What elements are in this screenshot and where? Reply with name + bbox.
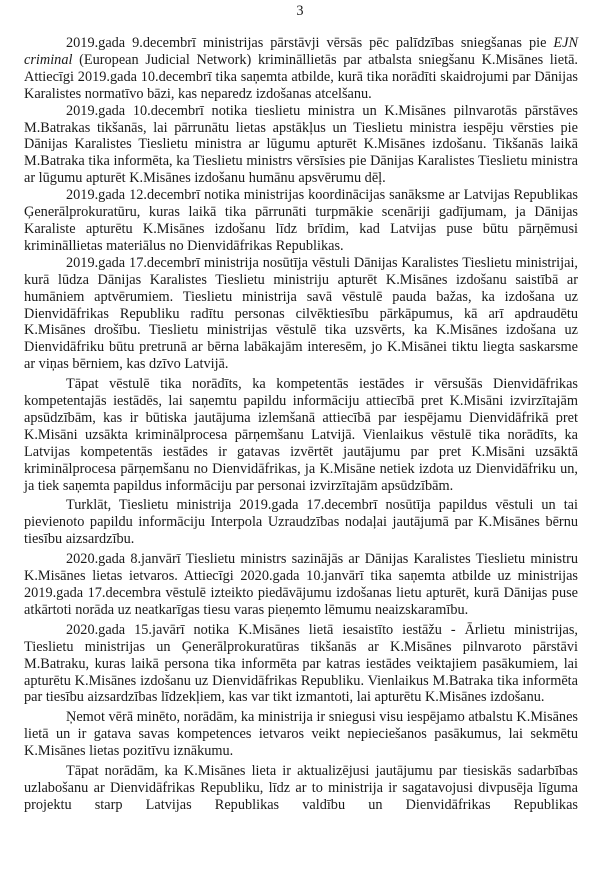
- paragraph-meeting-dec-10: 2019.gada 10.decembrī notika tieslietu ministra un K.Misānes pilnvarotās pārstāves M.Batrakas tikšanās, lai pārrunātu lietas apstākļus un Tieslietu ministra iespēju vērsties pie Dānijas Karalistes Tieslietu ministra ar lūgumu apturēt K.Misānes izdošanu. Tikšanās laikā M.Batraka tika informēta, ka Tieslietu ministrs vērsīsies pie Dānijas Karalistes Tieslietu ministra ar lūgumu apturēt K.Misānes izdošanu humānu apsvērumu dēļ.: [24, 102, 578, 187]
- paragraph-jan-15: 2020.gada 15.javārī notika K.Misānes lietā iesaistīto iestāžu - Ārlietu ministrijas, Tieslietu ministrijas un Ģenerālprokuratūras tikšanās ar K.Misānes pilnvaroto pārstāvi M.Batraku, kuras laikā persona tika informēta par katras iestādes veiktajiem pasākumiem, lai apturētu K.Misānes izdošanu uz Dienvidāfrikas Republiku. Vienlaikus M.Batraka tika informēta par tiesību aizsardzības līdzekļiem, kas var tikt izmantoti, lai apturētu K.Misānes izdošanu.: [24, 621, 578, 706]
- paragraph-jan-8: 2020.gada 8.janvārī Tieslietu ministrs sazinājās ar Dānijas Karalistes Tieslietu ministru K.Misānes lietas ietvaros. Attiecīgi 2020.gada 10.janvārī tika saņemta atbilde uz ministrijas 2019.gada 17.decembra vēstulē izteikto piedāvājumu izdošanas lietu apturēt, kurā Dānijas puse atkārtoti norāda uz neatkarīgas tiesu varas pieņemto lēmumu neaizskaramību.: [24, 551, 578, 618]
- paragraph-coordination-dec-12: 2019.gada 12.decembrī notika ministrijas koordinācijas sanāksme ar Latvijas Republikas Ģenerālprokuratūru, kuras laikā tika pārrunāti turpmākie scenāriji gadījumam, ja Dānijas Karaliste apturētu K.Misānes izdošanu līdz brīdim, kad Latvijas puse būtu pārņēmusi krimināllietas materiālus no Dienvidāfrikas Republikas.: [24, 187, 578, 254]
- paragraph-letter-details: Tāpat vēstulē tika norādīts, ka kompetentās iestādes ir vērsušās Dienvidāfrikas kompetentajās iestādēs, lai saņemtu papildu informāciju attiecībā pret K.Misāni izvirzītajām apsūdzībām, kas ir būtiska jautājuma izlemšanā attiecībā par iespējamu Dienvidāfrikā pret K.Misāni uzsākta kriminālprocesa pārņemšanu Latvijā. Vienlaikus vēstulē tika norādīts, ka Latvijas kompetentās iestādes ir gatavas izvērtēt jautājumu par pret K.Misāni uzsāktā kriminālprocesa pārņemšanu no Dienvidāfrikas, ja K.Misāne netiek izdota uz Dienvidāfriku un, ja tiek saņemta papildus informāciju par personai izvirzītajām apsūdzībām.: [24, 376, 578, 494]
- paragraph-text: 2019.gada 9.decembrī ministrijas pārstāvji vērsās pēc palīdzības sniegšanas pie: [66, 35, 554, 51]
- paragraph-text: (European Judicial Network) krimināllietās par atbalsta sniegšanu K.Misānes lietā. Attiecīgi 2019.gada 10.decembrī tika saņemta atbilde, kurā tika norādīti skaidrojumi par Dānijas Karalistes normatīvo bāzi, kas neparedz izdošanas atcelšanu.: [24, 51, 578, 102]
- paragraph-ejn-request: [24, 35, 578, 103]
- page-number: 3: [296, 3, 304, 19]
- paragraph-conclusion: Ņemot vērā minēto, norādām, ka ministrija ir sniegusi visu iespējamo atbalstu K.Misānes lietā un ir gatava savas kompetences ietvaros veikt nepieciešanos pasākumus, lai sekmētu K.Misānes lietas pozitīvu iznākumu.: [24, 709, 578, 760]
- document-body: [24, 35, 578, 814]
- paragraph-interpol: Turklāt, Tieslietu ministrija 2019.gada 17.decembrī nosūtīja papildus vēstuli un tai pievienoto papildu informāciju Interpola Uzraudzības nodaļai jautājumā par K.Misānes bērnu tiesību aizsardzību.: [24, 497, 578, 548]
- italic-term: EJN criminal: [24, 35, 578, 68]
- paragraph-letter-dec-17: 2019.gada 17.decembrī ministrija nosūtīja vēstuli Dānijas Karalistes Tieslietu ministrijai, kurā lūdza Dānijas Karalistes Tieslietu ministriju apturēt K.Misānes izdošanu saistībā ar humāniem aptvērumiem. Tieslietu ministrija savā vēstulē pauda bažas, ka izdošana uz Dienvidāfrikas Republiku radītu personas cilvēktiesību pārkāpumus, kā arī apdraudētu K.Misānes drošību. Tieslietu ministrijas vēstulē tika uzsvērts, ka K.Misānes izdošana uz Dienvidāfriku būtu pretrunā ar bērna labākajām interesēm, jo K.Misānei tiktu liegta saskarsme ar viņas bērniem, kas dzīvo Latvijā.: [24, 254, 578, 373]
- paragraph-agreement: Tāpat norādām, ka K.Misānes lieta ir aktualizējusi jautājumu par tiesiskās sadarbības uzlabošanu ar Dienvidāfrikas Republiku, līdz ar to ministrija ir sagatavojusi divpusēja līguma projektu starp Latvijas Republikas valdību un Dienvidāfrikas Republikas: [24, 763, 578, 813]
